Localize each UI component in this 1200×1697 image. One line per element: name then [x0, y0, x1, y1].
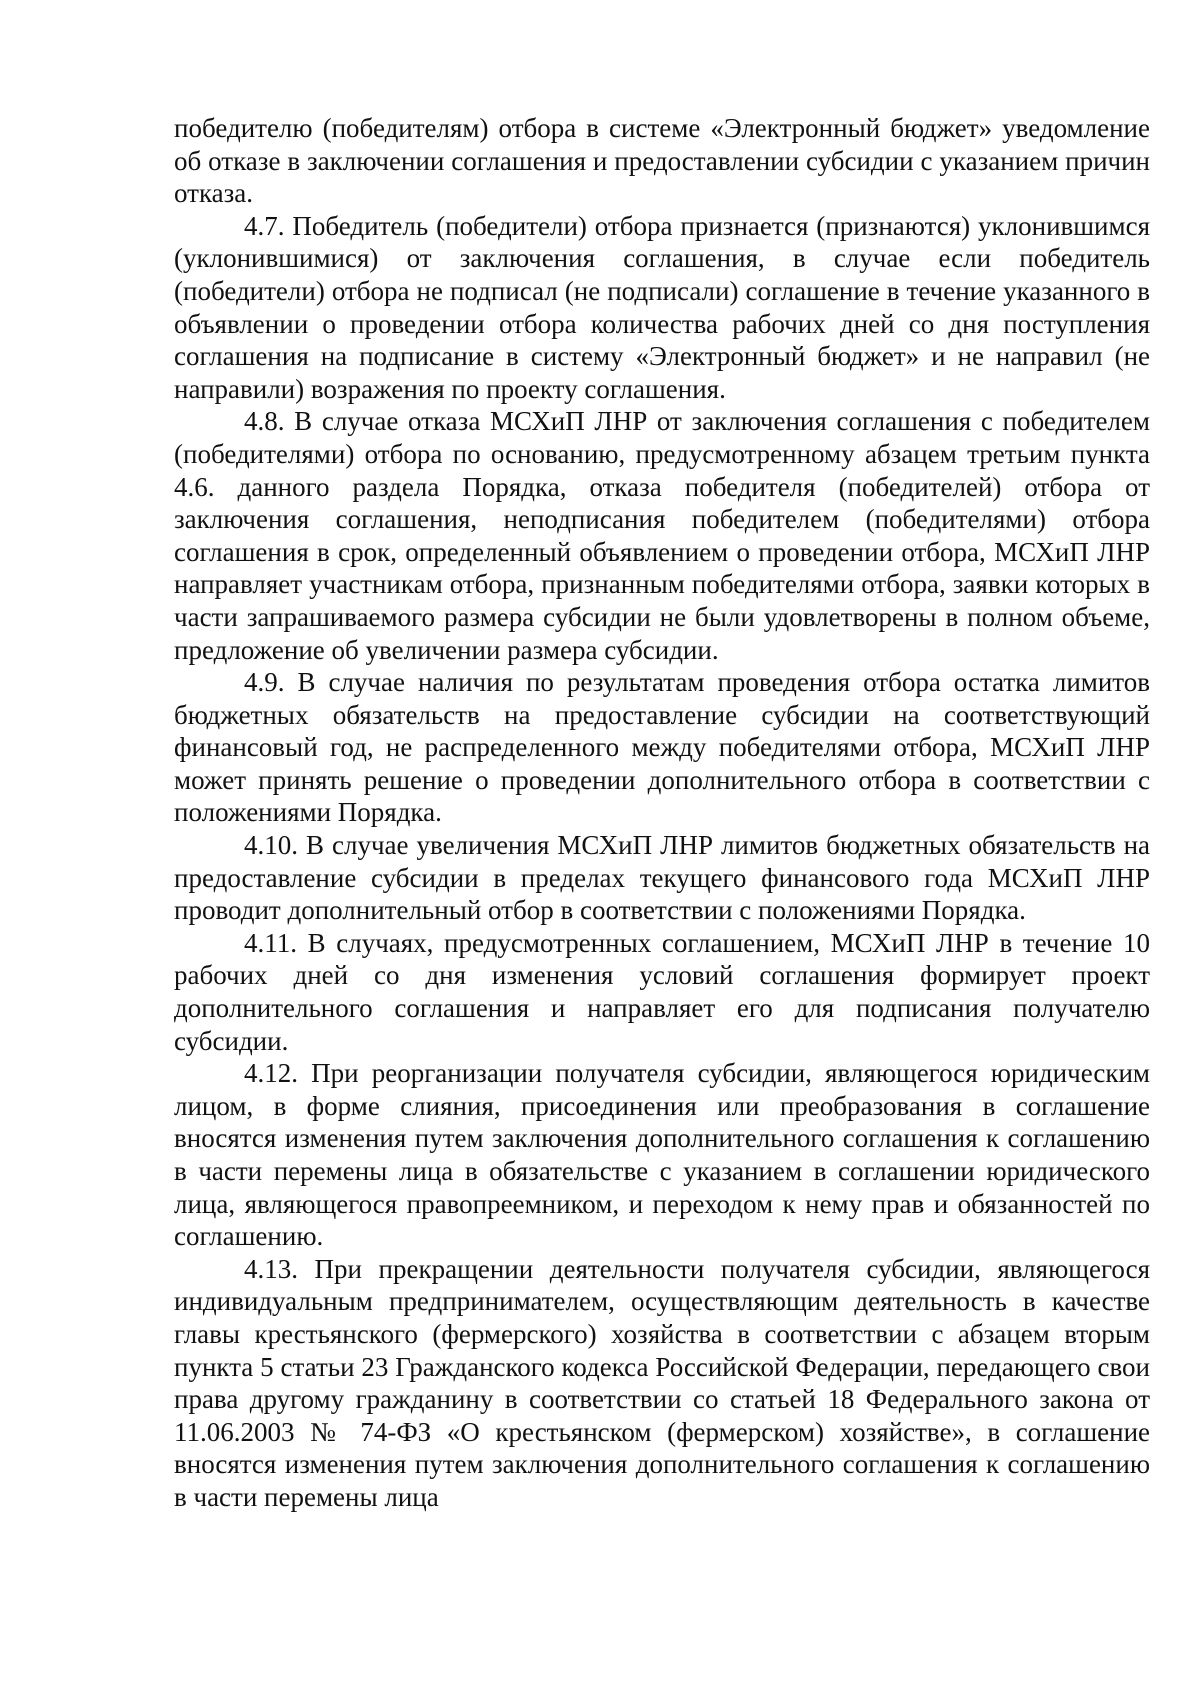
document-page [174, 112, 1150, 1514]
paragraph-4-9: 4.9. В случае наличия по результатам проведения отбора остатка лимитов бюджетных обязательств на предоставление субсидии на соответствующий финансовый год, не распределенного между победителями отбора, МСХиП ЛНР может принять решение о проведении дополнительного отбора в соответствии с положениями Порядка. [174, 667, 1150, 828]
paragraph-4-10: 4.10. В случае увеличения МСХиП ЛНР лимитов бюджетных обязательств на предоставление субсидии в пределах текущего финансового года МСХиП ЛНР проводит дополнительный отбор в соответствии с положениями Порядка. [174, 830, 1150, 926]
paragraph-4-13: 4.13. При прекращении деятельности получателя субсидии, являющегося индивидуальным предпринимателем, осуществляющим деятельность в качестве главы крестьянского (фермерского) хозяйства в соответствии с абзацем вторым пункта 5 статьи 23 Гражданского кодекса Российской Федерации, передающего свои права другому гражданину в соответствии со статьей 18 Федерального закона от 11.06.2003 № 74-ФЗ «О крестьянском (фермерском) хозяйстве», в соглашение вносятся изменения путем заключения дополнительного соглашения к соглашению в части перемены лица [174, 1253, 1150, 1512]
paragraph-continuation: победителю (победителям) отбора в системе «Электронный бюджет» уведомление об отказе в заключении соглашения и предоставлении субсидии с указанием причин отказа. [174, 113, 1150, 209]
paragraph-4-8: 4.8. В случае отказа МСХиП ЛНР от заключения соглашения с победителем (победителями) отбора по основанию, предусмотренному абзацем третьим пункта 4.6. данного раздела Порядка, отказа победителя (победителей) отбора от заключения соглашения, неподписания победителем (победителями) отбора соглашения в срок, определенный объявлением о проведении отбора, МСХиП ЛНР направляет участникам отбора, признанным победителями отбора, заявки которых в части запрашиваемого размера субсидии не были удовлетворены в полном объеме, предложение об увеличении размера субсидии. [174, 406, 1150, 665]
paragraph-4-12: 4.12. При реорганизации получателя субсидии, являющегося юридическим лицом, в форме слияния, присоединения или преобразования в соглашение вносятся изменения путем заключения дополнительного соглашения к соглашению в части перемены лица в обязательстве с указанием в соглашении юридического лица, являющегося правопреемником, и переходом к нему прав и обязанностей по соглашению. [174, 1058, 1150, 1252]
paragraph-4-11: 4.11. В случаях, предусмотренных соглашением, МСХиП ЛНР в течение 10 рабочих дней со дня изменения условий соглашения формирует проект дополнительного соглашения и направляет его для подписания получателю субсидии. [174, 927, 1150, 1056]
paragraph-4-7: 4.7. Победитель (победители) отбора признается (признаются) уклонившимся (уклонившимися) от заключения соглашения, в случае если победитель (победители) отбора не подписал (не подписали) соглашение в течение указанного в объявлении о проведении отбора количества рабочих дней со дня поступления соглашения на подписание в систему «Электронный бюджет» и не направил (не направили) возражения по проекту соглашения. [174, 210, 1150, 404]
